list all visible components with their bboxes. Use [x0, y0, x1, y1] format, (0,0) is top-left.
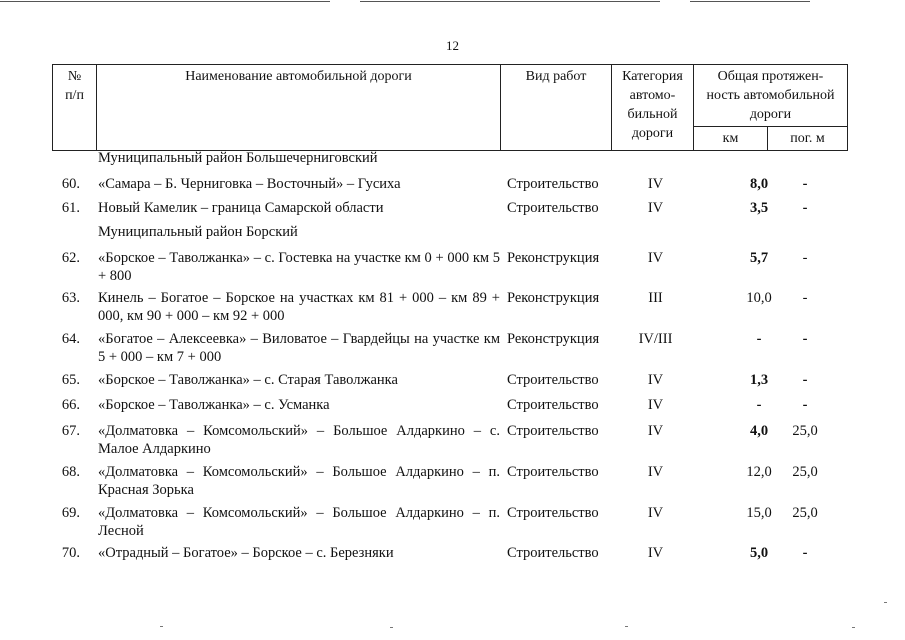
scan-top-edge — [0, 0, 905, 6]
header-total-length: Общая протяжен- ность автомобильной дороги — [694, 65, 848, 127]
table-header — [52, 64, 848, 151]
header-km: км — [694, 127, 768, 151]
header-category: Категория автомо- бильной дороги — [612, 65, 694, 151]
page-number: 12 — [446, 38, 459, 53]
header-work-type: Вид работ — [501, 65, 612, 151]
header-pm: пог. м — [768, 127, 848, 151]
header-num: № п/п — [53, 65, 97, 151]
header-road-name: Наименование автомобильной дороги — [97, 65, 501, 151]
